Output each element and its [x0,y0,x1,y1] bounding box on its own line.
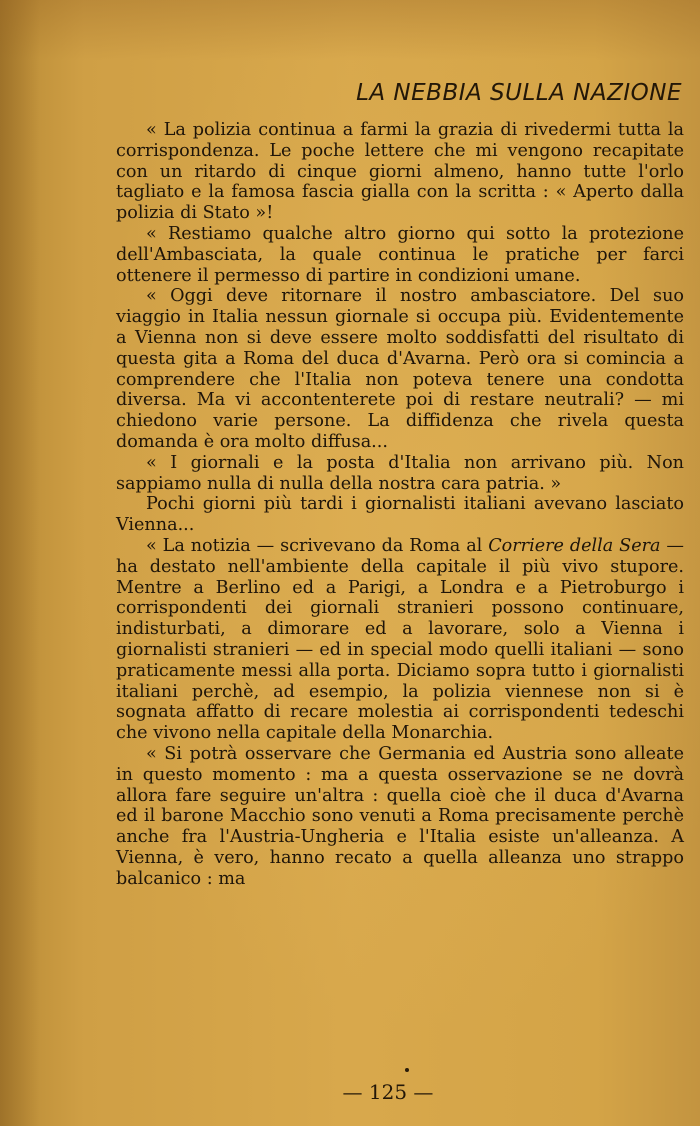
ink-dot [405,1068,409,1072]
paragraph-3: « Oggi deve ritornare il nostro ambasciatore. Del suo viaggio in Italia nessun giornale si occupa più. Evidentemente a Vienna non si deve essere molto soddisfatti del risultato di questa gita a Roma del duca d'Avarna. Però ora si comincia a comprendere che l'Italia non poteva tenere una condotta diversa. Ma vi accontenterete poi di restare neutrali? — mi chiedono varie persone. La diffidenza che rivela questa domanda è ora molto diffusa... [116,286,684,452]
body-text [116,120,684,889]
paragraph-5: Pochi giorni più tardi i giornalisti italiani avevano lasciato Vienna... [116,494,684,536]
paragraph-2: « Restiamo qualche altro giorno qui sotto la protezione dell'Ambasciata, la quale continua le pratiche per farci ottenere il permesso di partire in condizioni umane. [116,223,684,286]
paragraph-7: « Si potrà osservare che Germania ed Austria sono alleate in questo momento : ma a questa osservazione se ne dovrà allora fare seguire un'altra : quella cioè che il duca d'Avarna ed il barone Macchio sono venuti a Roma precisamente perchè anche fra l'Austria-Ungheria e l'Italia esiste un'alleanza. A Vienna, è vero, hanno recato a quella alleanza uno strappo balcanico : ma [116,743,684,889]
paragraph-1: « La polizia continua a farmi la grazia di rivedermi tutta la corrispondenza. Le poche lettere che mi vengono recapitate con un ritardo di cinque giorni almeno, hanno tutte l'orlo tagliato e la famosa fascia gialla con la scritta : « Aperto dalla polizia di Stato »! [116,120,684,224]
paragraph-6-before: « La notizia — scrivevano da Roma al [146,535,489,556]
paragraph-6 [116,536,684,744]
newspaper-title: Corriere della Sera [488,535,661,556]
paragraph-4: « I giornali e la posta d'Italia non arrivano più. Non sappiamo nulla di nulla della nostra cara patria. » [116,452,684,494]
paragraph-6-after: — ha destato nell'ambiente della capitale il più vivo stupore. Mentre a Berlino ed a Parigi, a Londra e a Pietroburgo i corrispondenti dei giornali stranieri possono continuare, indisturbati, a dimorare ed a lavorare, solo a Vienna i giornalisti stranieri — ed in special modo quelli italiani — sono praticamente messi alla porta. Diciamo sopra tutto i giornalisti italiani perchè, ad esempio, la polizia viennese non si è sognata affatto di recare molestia ai corrispondenti tedeschi che vivono nella capitale della Monarchia. [116,535,685,744]
running-head: LA NEBBIA SULLA NAZIONE [356,80,682,106]
page-number: — 125 — [342,1080,434,1104]
